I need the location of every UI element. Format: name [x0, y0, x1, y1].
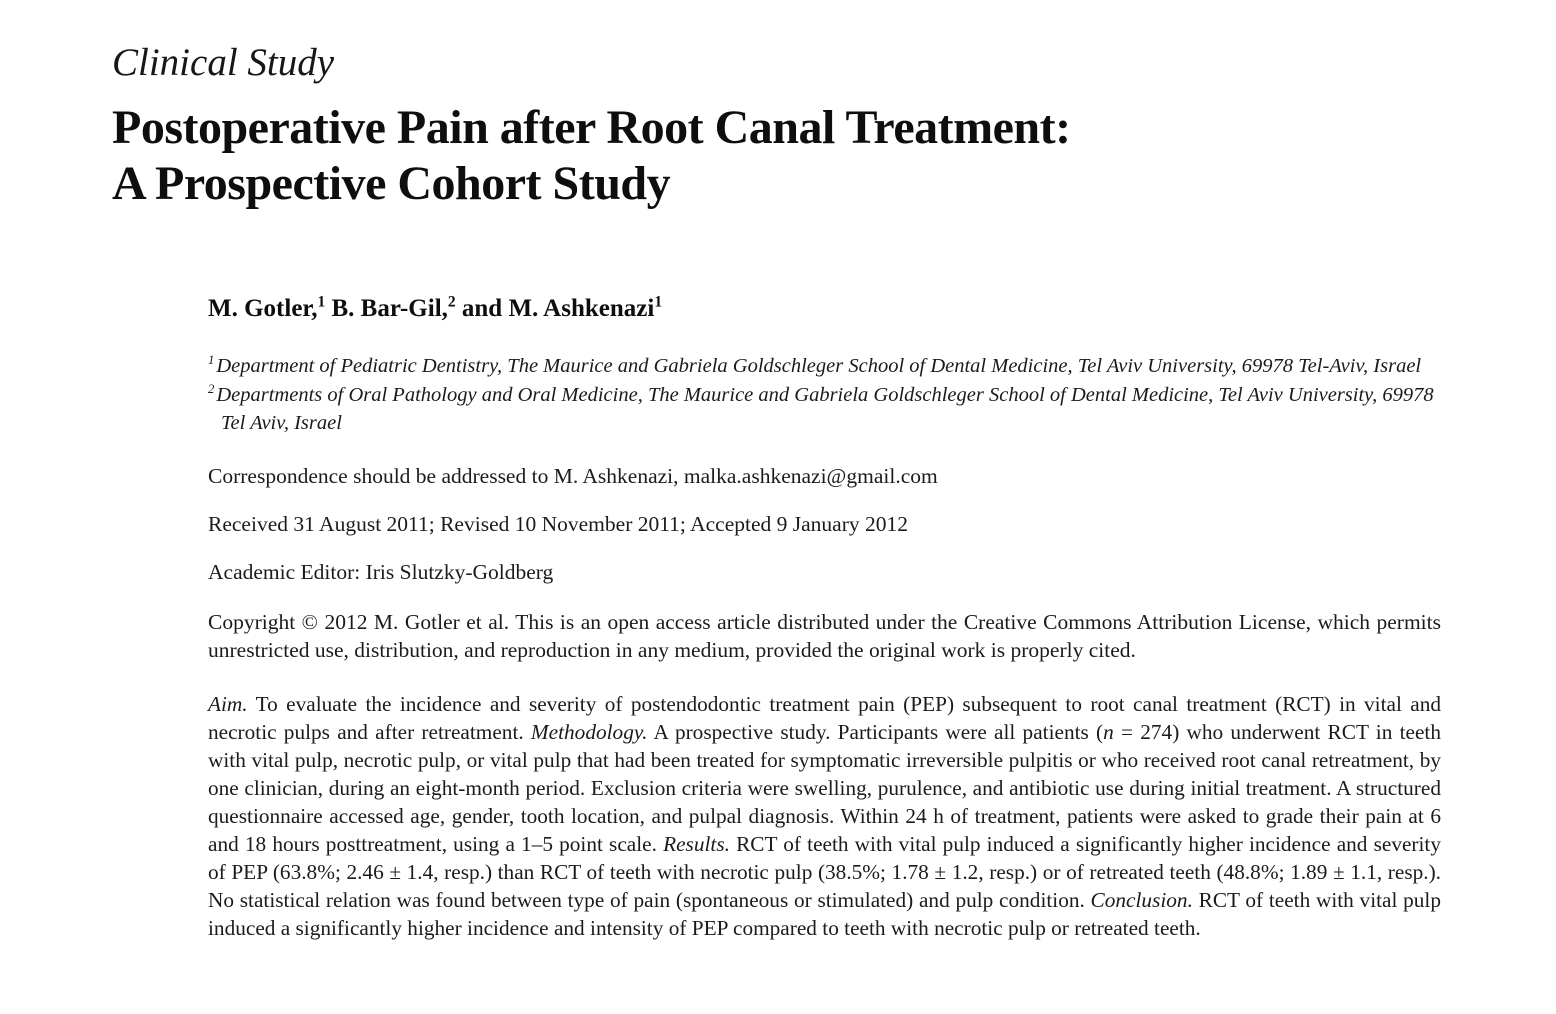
abstract-n-variable: n [1103, 719, 1114, 744]
author-3-affiliation-marker: 1 [654, 293, 663, 311]
abstract-results-heading: Results. [663, 831, 730, 856]
front-matter [208, 294, 1441, 942]
affiliation-1-marker: 1 [208, 353, 215, 368]
author-1-name: M. Gotler, [208, 295, 318, 322]
correspondence-text: Correspondence should be addressed to M. Ashkenazi, [208, 463, 684, 488]
abstract-methodology-heading: Methodology. [530, 719, 648, 744]
copyright-notice: Copyright © 2012 M. Gotler et al. This is an open access article distributed under the Creative Commons Attribution License, which permits unrestricted use, distribution, and reproduction in any medium, provided the original work is properly cited. [208, 609, 1441, 662]
affiliation-2-text: Departments of Oral Pathology and Oral Medicine, The Maurice and Gabriela Goldschleger School of Dental Medicine, Tel Aviv University, 69978 Tel Aviv, Israel [216, 383, 1434, 434]
abstract-methodology-text-b: = 274) who underwent RCT in teeth with vital pulp, necrotic pulp, or vital pulp that had been treated for symptomatic irreversible pulpitis or who received root canal retreatment, by one clinician, during an eight-month period. Exclusion criteria were swelling, purulence, and antibiotic use during initial treatment. A structured questionnaire accessed age, gender, tooth location, and pulpal diagnosis. Within 24 h of treatment, patients were asked to grade their pain at 6 and 18 hours posttreatment, using a 1–5 point scale. [208, 719, 1441, 856]
author-3-name: and M. Ashkenazi [455, 295, 655, 322]
abstract-results-text: RCT of teeth with vital pulp induced a significantly higher incidence and severity of PEP (63.8%; 2.46 ± 1.4, resp.) than RCT of teeth with necrotic pulp (38.5%; 1.78 ± 1.2, resp.) or of retreated teeth (48.8%; 1.89 ± 1.1, resp.). No statistical relation was found between type of pain (spontaneous or stimulated) and pulp condition. [208, 831, 1441, 912]
abstract-aim-text: To evaluate the incidence and severity of postendodontic treatment pain (PEP) subsequent to root canal treatment (RCT) in vital and necrotic pulps and after retreatment. [208, 691, 1441, 744]
author-2-affiliation-marker: 2 [447, 293, 456, 311]
affiliations-block [208, 352, 1441, 438]
abstract-paragraph [208, 690, 1441, 942]
affiliation-2 [208, 381, 1441, 438]
author-2-name: B. Bar-Gil, [325, 295, 448, 322]
affiliation-1-text: Department of Pediatric Dentistry, The Maurice and Gabriela Goldschleger School of Dental Medicine, Tel Aviv University, 69978 Tel-Aviv, Israel [216, 355, 1422, 377]
revision-history-line: Received 31 August 2011; Revised 10 November 2011; Accepted 9 January 2012 [208, 511, 908, 536]
article-title [112, 100, 1556, 212]
abstract-methodology-text-a: A prospective study. Participants were all patients ( [647, 719, 1104, 744]
affiliation-2-marker: 2 [208, 381, 215, 396]
article-type-label: Clinical Study [112, 41, 335, 84]
academic-editor-line: Academic Editor: Iris Slutzky-Goldberg [208, 559, 554, 584]
abstract-conclusion-text: RCT of teeth with vital pulp induced a significantly higher incidence and intensity of PEP compared to teeth with necrotic pulp or retreated teeth. [208, 887, 1441, 940]
article-title-line-1: Postoperative Pain after Root Canal Treatment: [112, 101, 1071, 154]
affiliation-1 [208, 352, 1441, 381]
correspondence-line [208, 462, 1441, 490]
abstract-aim-heading: Aim. [208, 691, 248, 716]
author-1-affiliation-marker: 1 [317, 293, 326, 311]
correspondence-email-link[interactable]: malka.ashkenazi@gmail.com [683, 463, 938, 488]
authors-line [208, 294, 1441, 324]
abstract-conclusion-heading: Conclusion. [1090, 887, 1193, 912]
article-title-line-2: A Prospective Cohort Study [112, 157, 671, 210]
